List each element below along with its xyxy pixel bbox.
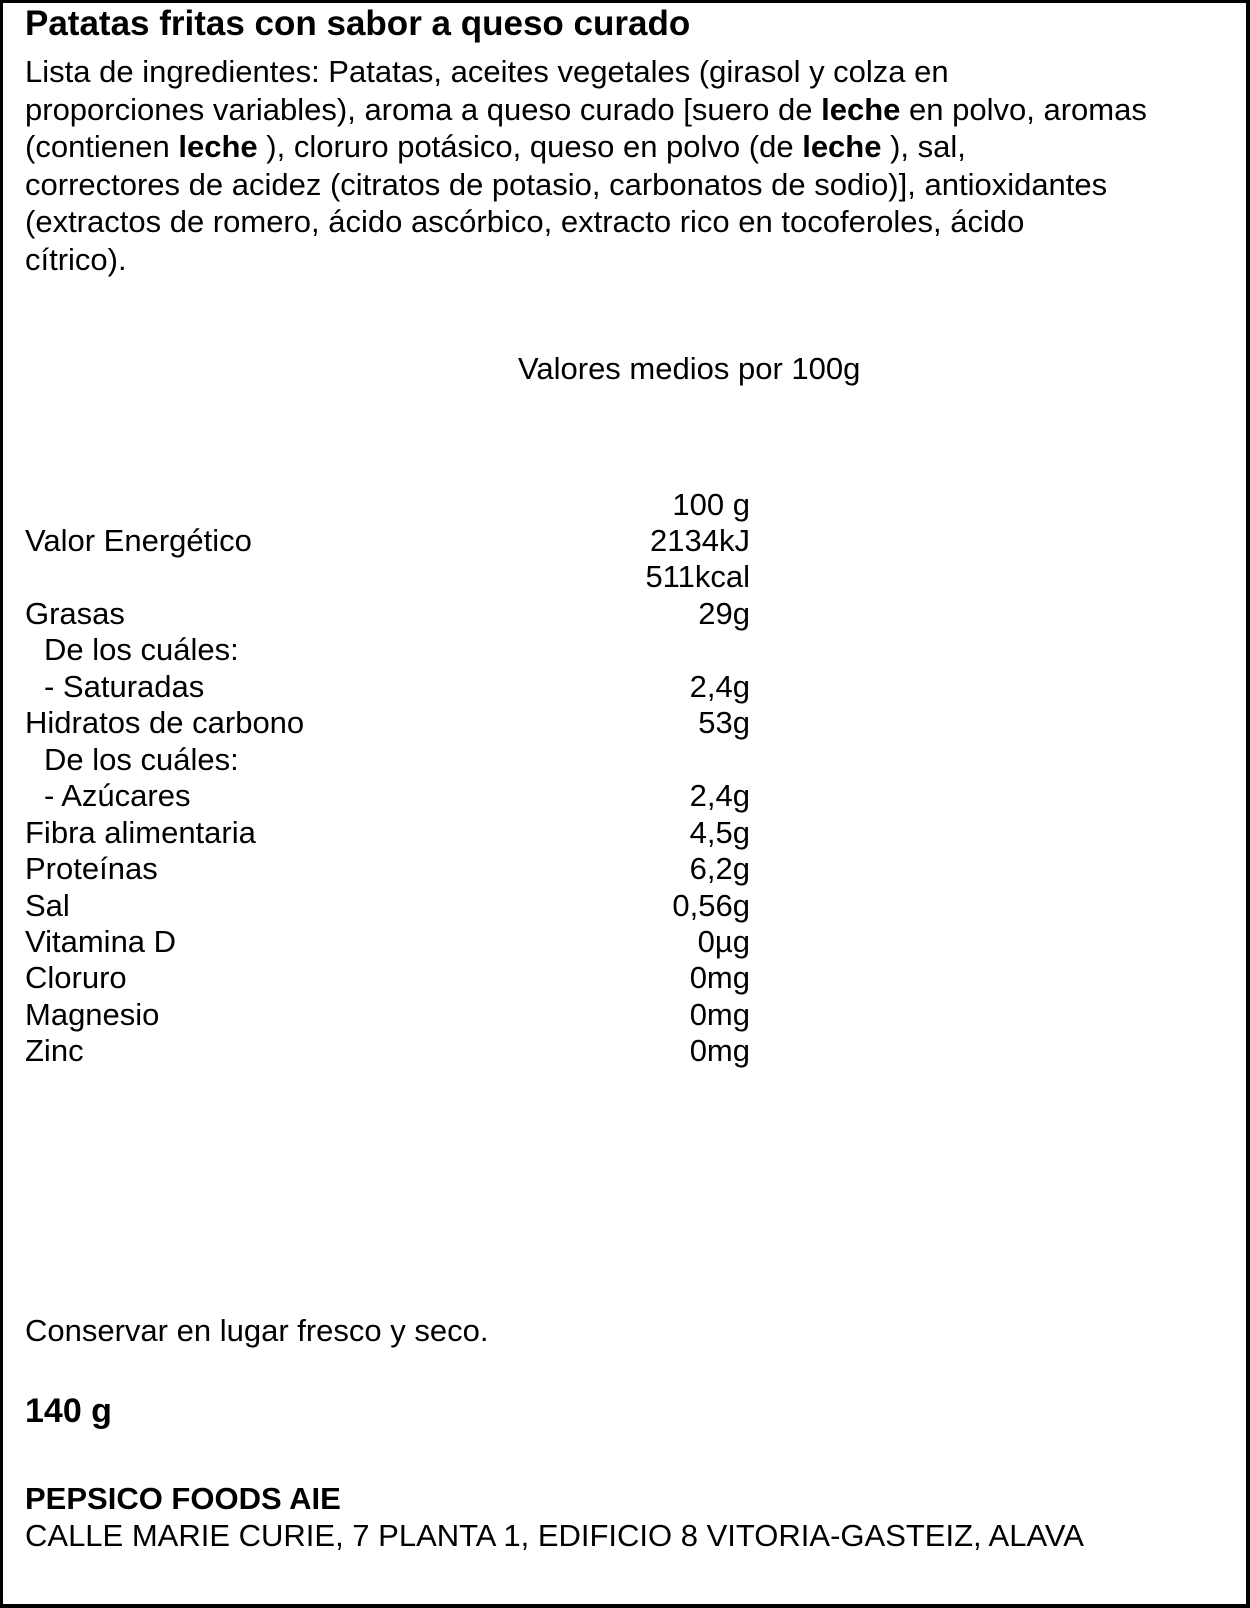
- nutrient-value: 6,2g: [689, 851, 750, 887]
- nutrient-value: 0mg: [689, 996, 750, 1032]
- nutrient-label: Valor Energético: [25, 523, 252, 558]
- net-weight: 140 g: [25, 1392, 112, 1430]
- ingredients-text: proporciones variables), aroma a queso curado [suero de: [25, 91, 822, 127]
- nutrient-value: 4,5g: [689, 814, 750, 850]
- allergen-text: leche: [821, 91, 901, 127]
- nutrient-label: Magnesio: [25, 996, 160, 1032]
- ingredients-line: [25, 203, 1147, 241]
- ingredients-text: en polvo, aromas: [900, 91, 1147, 127]
- ingredients-line: [25, 241, 1147, 279]
- product-title: Patatas fritas con sabor a queso curado: [25, 4, 691, 43]
- company-address: CALLE MARIE CURIE, 7 PLANTA 1, EDIFICIO 8 VITORIA-GASTEIZ, ALAVA: [25, 1518, 1084, 1553]
- nutrient-value: 0µg: [697, 923, 750, 959]
- company-name: PEPSICO FOODS AIE: [25, 1481, 341, 1516]
- ingredients-text: (extractos de romero, ácido ascórbico, extracto rico en tocoferoles, ácido: [25, 204, 1025, 239]
- ingredients-text: ), cloruro potásico, queso en polvo (de: [257, 129, 803, 164]
- nutrient-label: Zinc: [25, 1033, 84, 1069]
- nutrient-label: Grasas: [25, 595, 125, 631]
- ingredients-line: [25, 91, 1147, 129]
- ingredients-text: Lista de ingredientes: Patatas, aceites vegetales (girasol y colza en: [25, 54, 949, 89]
- ingredients-text: (contienen: [25, 129, 179, 164]
- nutrient-value: 2,4g: [689, 778, 750, 814]
- allergen-text: leche: [802, 129, 882, 164]
- nutrient-value: 2134kJ: [650, 523, 750, 558]
- ingredients-list: [25, 53, 1147, 278]
- ingredients-text: correctores de acidez (citratos de potasio, carbonatos de sodio)], antioxidantes: [25, 166, 1108, 202]
- nutrient-label: - Azúcares: [44, 778, 191, 814]
- storage-instructions: Conservar en lugar fresco y seco.: [25, 1313, 489, 1348]
- ingredients-text: cítrico).: [25, 241, 127, 277]
- nutrient-label: Fibra alimentaria: [25, 814, 256, 850]
- nutrient-value: 511kcal: [645, 559, 750, 595]
- nutrient-label: Proteínas: [25, 851, 158, 887]
- nutrient-value: 53g: [698, 705, 750, 741]
- nutrient-label: De los cuáles:: [44, 632, 239, 668]
- nutrition-column-header: 100 g: [672, 487, 750, 522]
- ingredients-line: [25, 53, 1147, 91]
- nutrition-header: Valores medios por 100g: [518, 351, 861, 386]
- nutrient-label: Vitamina D: [25, 923, 177, 959]
- nutrient-value: 0,56g: [672, 887, 750, 923]
- nutrient-label: Sal: [25, 887, 70, 923]
- allergen-text: leche: [178, 129, 258, 164]
- nutrient-value: 0mg: [689, 960, 750, 996]
- nutrient-label: De los cuáles:: [44, 741, 239, 777]
- nutrient-value: 29g: [698, 595, 750, 631]
- nutrient-value: 2,4g: [689, 668, 750, 704]
- ingredients-text: ), sal,: [881, 129, 966, 164]
- nutrient-label: - Saturadas: [44, 668, 205, 704]
- ingredients-line: [25, 166, 1147, 204]
- nutrient-value: 0mg: [689, 1033, 750, 1069]
- nutrient-label: Cloruro: [25, 960, 127, 996]
- ingredients-line: [25, 128, 1147, 166]
- nutrient-label: Hidratos de carbono: [25, 705, 305, 741]
